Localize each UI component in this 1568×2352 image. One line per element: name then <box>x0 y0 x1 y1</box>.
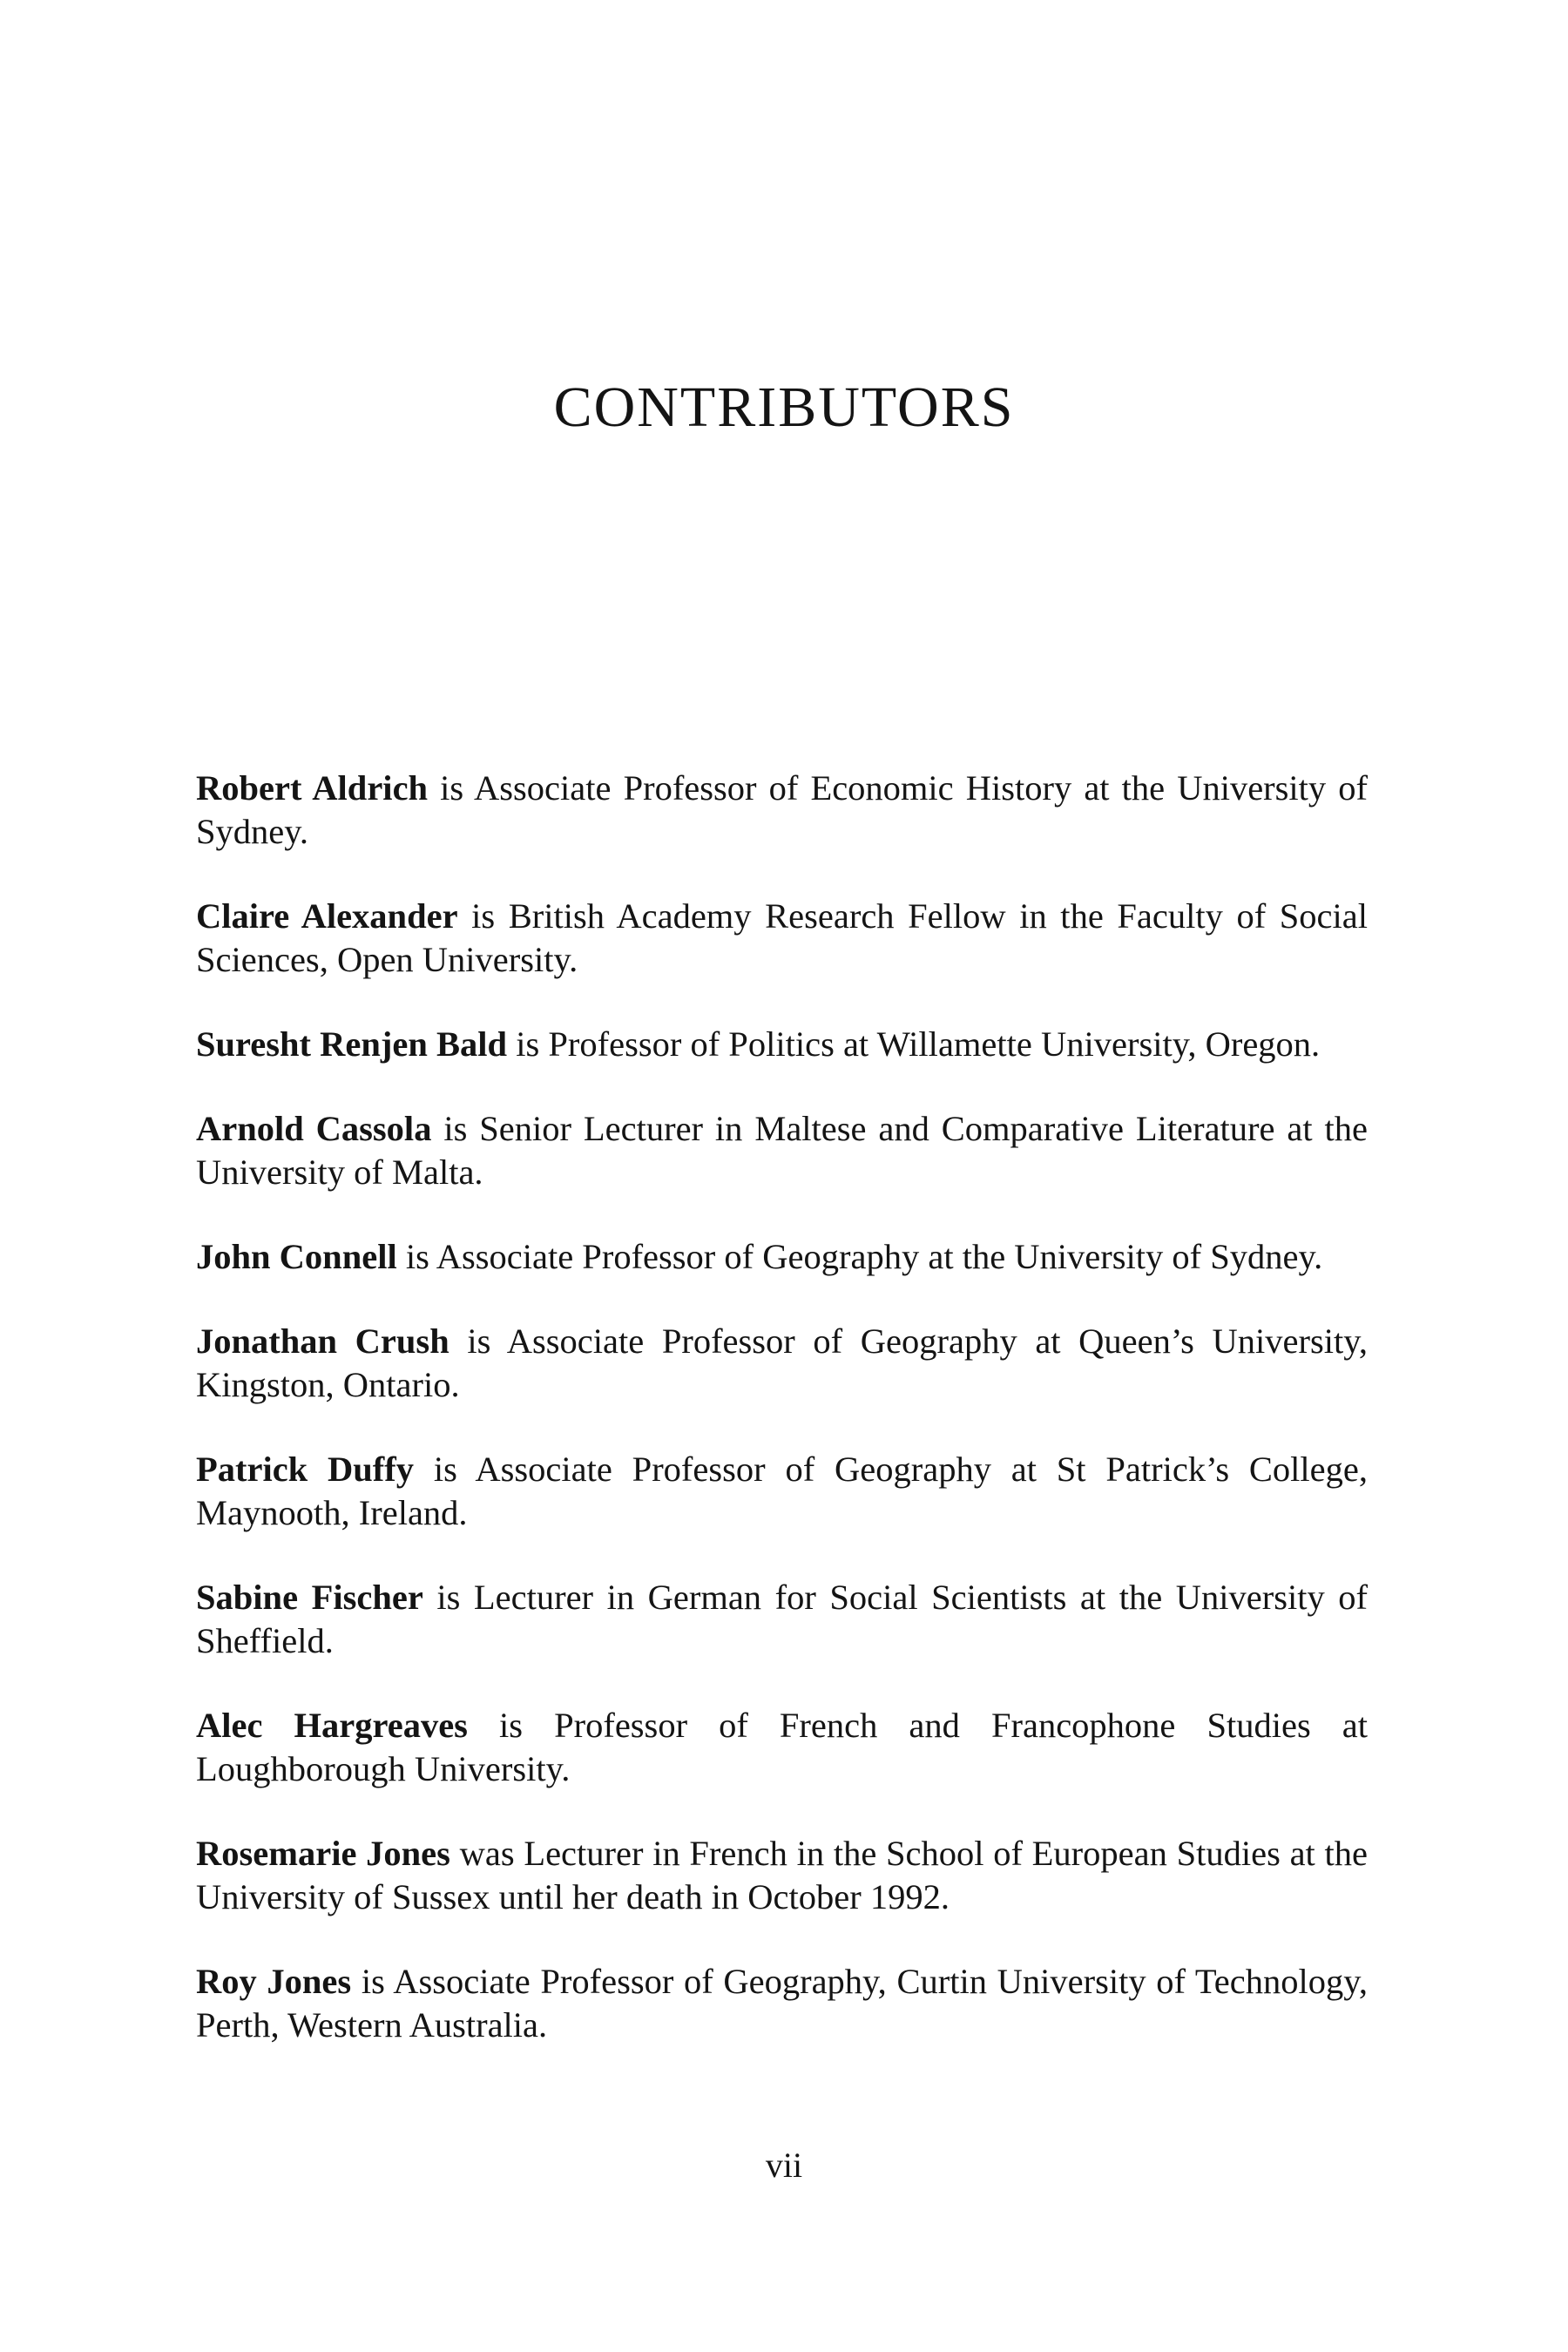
contributor-entry <box>196 1107 1368 1194</box>
contributor-entry <box>196 1576 1368 1663</box>
contributor-description: is British Academy Research Fellow in the Faculty of Social Sciences, Open University. <box>196 896 1368 979</box>
contributors-list <box>196 767 1368 2088</box>
contributor-description: is Professor of Politics at Willamette University, Oregon. <box>507 1024 1321 1064</box>
contributor-entry <box>196 767 1368 854</box>
contributor-entry <box>196 1023 1368 1066</box>
contributor-description: is Associate Professor of Geography at the University of Sydney. <box>396 1237 1323 1276</box>
contributor-name: Jonathan Crush <box>196 1321 449 1361</box>
contributor-description: is Senior Lecturer in Maltese and Comparative Literature at the University of Malta. <box>196 1109 1369 1192</box>
contributor-name: John Connell <box>196 1237 397 1276</box>
contributor-entry <box>196 895 1368 982</box>
contributor-name: Suresht Renjen Bald <box>196 1024 508 1064</box>
contributor-entry <box>196 1960 1368 2047</box>
contributor-entry <box>196 1448 1368 1535</box>
contributor-description: is Associate Professor of Geography at St Patrick’s College, Maynooth, Ireland. <box>196 1450 1369 1532</box>
contributor-name: Arnold Cassola <box>196 1109 432 1148</box>
contributor-name: Alec Hargreaves <box>196 1706 468 1745</box>
page-number: vii <box>765 2146 803 2185</box>
contributor-name: Robert Aldrich <box>196 768 429 808</box>
contributor-description: is Associate Professor of Economic History at the University of Sydney. <box>196 768 1368 851</box>
contributor-entry <box>196 1832 1368 1919</box>
contributor-name: Patrick Duffy <box>196 1450 415 1489</box>
contributor-name: Rosemarie Jones <box>196 1834 450 1873</box>
contributor-entry <box>196 1704 1368 1791</box>
contributor-name: Roy Jones <box>196 1962 352 2001</box>
contributor-name: Claire Alexander <box>196 896 458 936</box>
contributor-description: is Associate Professor of Geography at Queen’s University, Kingston, Ontario. <box>196 1321 1368 1404</box>
contributor-description: is Professor of French and Francophone Studies at Loughborough University. <box>196 1706 1369 1788</box>
contributor-entry <box>196 1235 1368 1279</box>
contributor-entry <box>196 1320 1368 1407</box>
contributor-description: is Lecturer in German for Social Scientists at the University of Sheffield. <box>196 1578 1368 1660</box>
page-title: CONTRIBUTORS <box>553 375 1015 439</box>
contributor-description: is Associate Professor of Geography, Curtin University of Technology, Perth, Western Australia. <box>196 1962 1368 2044</box>
contributor-description: was Lecturer in French in the School of European Studies at the University of Sussex until her death in October 1992. <box>196 1834 1368 1916</box>
contributor-name: Sabine Fischer <box>196 1578 423 1617</box>
